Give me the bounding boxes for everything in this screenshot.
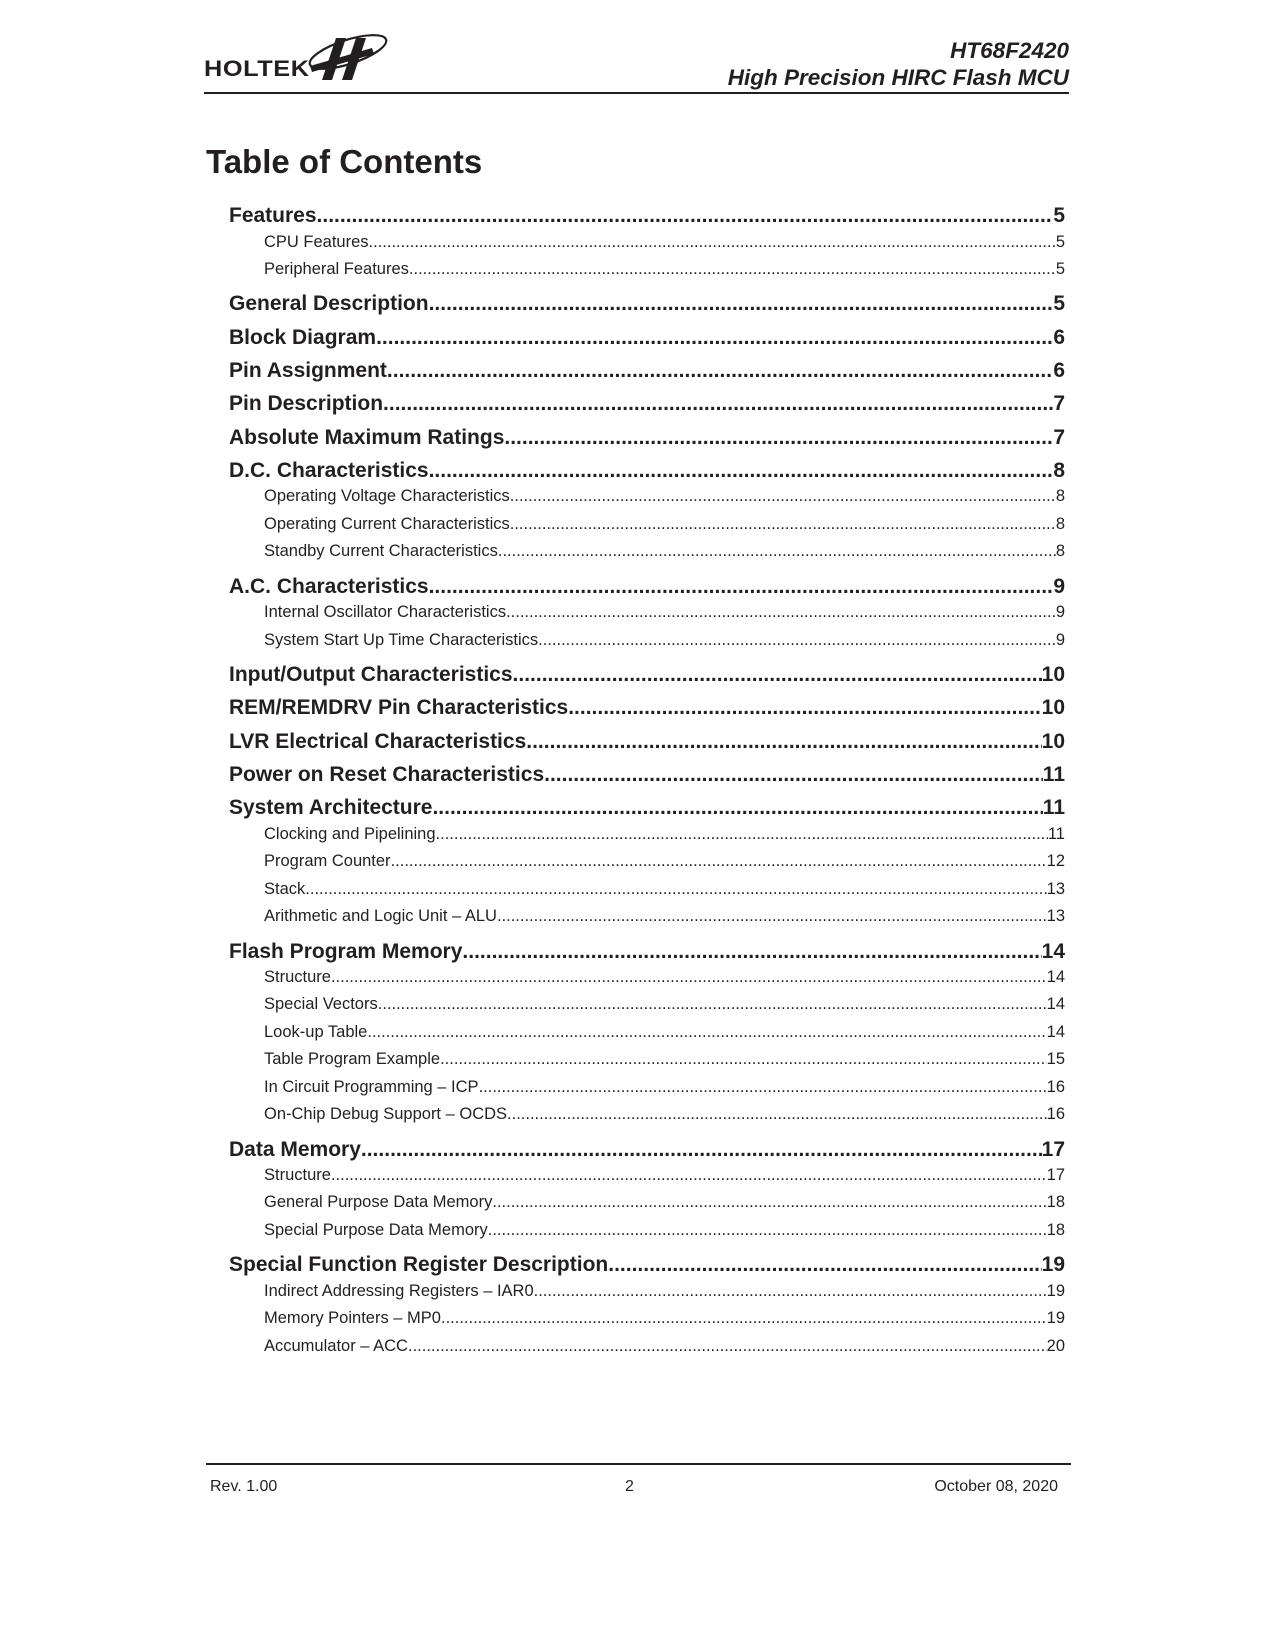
toc-dot-leader	[376, 324, 1053, 352]
toc-entry-page: 8	[1055, 514, 1065, 533]
toc-dot-leader	[507, 1102, 1047, 1126]
document-subtitle: High Precision HIRC Flash MCU	[727, 65, 1069, 90]
toc-entry-label: CPU Features	[264, 232, 369, 251]
toc-section-entry[interactable]	[229, 1251, 1065, 1279]
logo-text: HOLTEK	[204, 56, 310, 81]
toc-entry-page: 11	[1042, 796, 1065, 820]
footer-page-number: 2	[625, 1478, 634, 1495]
toc-entry-label: In Circuit Programming – ICP	[264, 1077, 479, 1096]
toc-dot-leader	[361, 1136, 1042, 1164]
toc-entry-page: 12	[1046, 852, 1065, 871]
toc-section-entry[interactable]	[229, 794, 1065, 822]
toc-subsection-entry[interactable]	[229, 849, 1065, 873]
toc-subsection-entry[interactable]	[229, 1020, 1065, 1044]
toc-entry-label: Peripheral Features	[264, 259, 409, 278]
toc-entry-label: Accumulator – ACC	[264, 1336, 408, 1355]
header-title-block	[728, 37, 1069, 91]
toc-dot-leader	[429, 573, 1054, 601]
toc-dot-leader	[534, 1279, 1047, 1303]
toc-dot-leader	[440, 1047, 1047, 1071]
toc-section-entry[interactable]	[229, 761, 1065, 789]
toc-dot-leader	[544, 761, 1043, 789]
toc-entry-label: Arithmetic and Logic Unit – ALU	[264, 907, 497, 925]
toc-entry-label: Look-up Table	[264, 1022, 368, 1041]
toc-dot-leader	[497, 904, 1047, 928]
toc-entry-page: 5	[1055, 232, 1065, 251]
toc-entry-page: 8	[1055, 487, 1065, 506]
footer-date: October 08, 2020	[934, 1478, 1058, 1495]
toc-entry-page: 18	[1046, 1220, 1065, 1239]
toc-entry-page: 8	[1053, 458, 1065, 482]
toc-entry-page: 5	[1055, 259, 1065, 278]
toc-entry-label: General Purpose Data Memory	[264, 1193, 493, 1212]
toc-subsection-entry[interactable]	[229, 822, 1065, 846]
toc-entry-page: 16	[1046, 1077, 1065, 1096]
toc-entry-label: Structure	[264, 968, 331, 986]
page-title: Table of Contents	[206, 143, 483, 180]
toc-subsection-entry[interactable]	[229, 230, 1065, 254]
toc-subsection-entry[interactable]	[229, 1190, 1065, 1214]
toc-entry-page: 16	[1046, 1105, 1065, 1123]
toc-entry-label: On-Chip Debug Support – OCDS	[264, 1105, 508, 1123]
toc-entry-page: 14	[1046, 1022, 1065, 1041]
toc-dot-leader	[429, 457, 1054, 485]
toc-section-entry[interactable]	[229, 728, 1065, 756]
toc-subsection-entry[interactable]	[229, 1334, 1065, 1358]
toc-entry-page: 6	[1053, 325, 1065, 349]
toc-dot-leader	[429, 290, 1054, 318]
part-number: HT68F2420	[950, 38, 1069, 63]
toc-dot-leader	[441, 1306, 1047, 1330]
toc-entry-page: 14	[1046, 995, 1065, 1014]
toc-subsection-entry[interactable]	[229, 877, 1065, 901]
toc-dot-leader	[506, 600, 1056, 624]
toc-subsection-entry[interactable]	[229, 257, 1065, 281]
toc-entry-label: Table Program Example	[264, 1050, 441, 1069]
toc-section-entry[interactable]	[229, 938, 1065, 966]
toc-subsection-entry[interactable]	[229, 1075, 1065, 1099]
toc-section-entry[interactable]	[229, 202, 1065, 230]
toc-dot-leader	[383, 390, 1053, 418]
toc-subsection-entry[interactable]	[229, 992, 1065, 1016]
toc-entry-page: 19	[1046, 1281, 1065, 1300]
toc-entry-page: 10	[1041, 729, 1065, 753]
toc-entry-label: Pin Description	[229, 392, 384, 416]
toc-dot-leader	[498, 539, 1056, 563]
toc-entry-page: 11	[1047, 824, 1065, 843]
toc-dot-leader	[378, 992, 1047, 1016]
toc-entry-label: Special Function Register Description	[229, 1253, 609, 1277]
toc-entry-page: 13	[1046, 907, 1065, 925]
toc-entry-page: 14	[1046, 968, 1065, 986]
toc-entry-page: 6	[1053, 359, 1065, 382]
toc-dot-leader	[538, 628, 1056, 652]
toc-section-entry[interactable]	[229, 457, 1065, 485]
toc-entry-label: Absolute Maximum Ratings	[229, 425, 505, 449]
toc-entry-page: 15	[1046, 1050, 1065, 1069]
toc-dot-leader	[408, 1334, 1047, 1358]
toc-entry-label: Clocking and Pipelining	[264, 824, 436, 843]
toc-entry-label: Power on Reset Characteristics	[229, 763, 545, 786]
toc-entry-label: Pin Assignment	[229, 359, 387, 382]
toc-dot-leader	[510, 484, 1056, 508]
toc-subsection-entry[interactable]	[229, 1163, 1065, 1187]
toc-subsection-entry[interactable]	[229, 484, 1065, 508]
holtek-logo	[204, 26, 394, 82]
toc-dot-leader	[526, 728, 1041, 756]
toc-entry-page: 8	[1055, 542, 1065, 561]
toc-entry-label: Flash Program Memory	[229, 939, 463, 963]
toc-dot-leader	[391, 849, 1047, 873]
toc-section-entry[interactable]	[229, 661, 1065, 689]
toc-entry-page: 14	[1041, 939, 1065, 963]
toc-entry-label: Block Diagram	[229, 325, 377, 349]
toc-section-entry[interactable]	[229, 324, 1065, 352]
toc-section-entry[interactable]	[229, 424, 1065, 452]
toc-entry-page: 7	[1053, 425, 1065, 449]
footer-divider	[206, 1463, 1071, 1465]
toc-entry-label: REM/REMDRV Pin Characteristics	[229, 696, 569, 720]
toc-section-entry[interactable]	[229, 290, 1065, 318]
toc-entry-label: Features	[229, 204, 317, 227]
toc-dot-leader	[608, 1251, 1041, 1279]
toc-entry-page: 10	[1041, 663, 1065, 687]
toc-subsection-entry[interactable]	[229, 600, 1065, 624]
toc-dot-leader	[367, 1020, 1046, 1044]
toc-section-entry[interactable]	[229, 1136, 1065, 1164]
toc-entry-label: Standby Current Characteristics	[264, 542, 498, 561]
toc-subsection-entry[interactable]	[229, 539, 1065, 563]
header-divider	[204, 92, 1069, 94]
toc-dot-leader	[492, 1190, 1046, 1214]
toc-entry-page: 17	[1041, 1137, 1065, 1161]
toc-entry-page: 9	[1055, 603, 1065, 622]
toc-entry-page: 17	[1046, 1166, 1065, 1184]
toc-section-entry[interactable]	[229, 573, 1065, 601]
toc-entry-label: Indirect Addressing Registers – IAR0	[264, 1281, 534, 1300]
toc-entry-label: Structure	[264, 1166, 331, 1184]
toc-entry-label: Internal Oscillator Characteristics	[264, 603, 507, 622]
toc-entry-label: D.C. Characteristics	[229, 458, 429, 482]
toc-entry-label: Program Counter	[264, 852, 391, 871]
toc-entry-page: 9	[1055, 630, 1065, 649]
toc-section-entry[interactable]	[229, 357, 1065, 385]
toc-entry-page: 13	[1046, 879, 1065, 898]
toc-subsection-entry[interactable]	[229, 1306, 1065, 1330]
toc-entry-label: Memory Pointers – MP0	[264, 1309, 441, 1328]
toc-dot-leader	[479, 1075, 1047, 1099]
toc-entry-label: Special Vectors	[264, 995, 378, 1014]
toc-dot-leader	[513, 661, 1042, 689]
toc-entry-page: 20	[1046, 1336, 1065, 1355]
toc-entry-label: A.C. Characteristics	[229, 574, 429, 598]
toc-entry-label: LVR Electrical Characteristics	[229, 729, 527, 753]
toc-entry-label: Stack	[264, 879, 306, 898]
toc-entry-label: General Description	[229, 292, 429, 316]
toc-subsection-entry[interactable]	[229, 1218, 1065, 1242]
toc-dot-leader	[409, 257, 1056, 281]
toc-entry-label: Operating Current Characteristics	[264, 514, 510, 533]
toc-entry-label: Operating Voltage Characteristics	[264, 487, 510, 506]
toc-subsection-entry[interactable]	[229, 628, 1065, 652]
toc-dot-leader	[504, 424, 1053, 452]
toc-entry-page: 19	[1046, 1309, 1065, 1328]
toc-entry-page: 5	[1053, 292, 1065, 316]
toc-entry-label: Input/Output Characteristics	[229, 663, 513, 687]
holtek-logo-mark-icon	[302, 26, 394, 82]
toc-entry-page: 19	[1041, 1253, 1065, 1277]
toc-dot-leader	[488, 1218, 1047, 1242]
toc-dot-leader	[432, 794, 1042, 822]
toc-subsection-entry[interactable]	[229, 1047, 1065, 1071]
toc-dot-leader	[387, 357, 1053, 385]
toc-entry-label: Special Purpose Data Memory	[264, 1220, 488, 1239]
toc-dot-leader	[331, 965, 1047, 989]
toc-dot-leader	[305, 877, 1046, 901]
toc-subsection-entry[interactable]	[229, 904, 1065, 928]
toc-subsection-entry[interactable]	[229, 1102, 1065, 1126]
toc-entry-page: 5	[1053, 204, 1065, 227]
toc-entry-label: Data Memory	[229, 1137, 361, 1161]
toc-entry-page: 10	[1041, 696, 1065, 720]
toc-subsection-entry[interactable]	[229, 1279, 1065, 1303]
toc-entry-page: 18	[1046, 1193, 1065, 1212]
toc-dot-leader	[568, 694, 1041, 722]
toc-dot-leader	[436, 822, 1048, 846]
toc-dot-leader	[462, 938, 1041, 966]
toc-dot-leader	[369, 230, 1056, 254]
toc-dot-leader	[510, 512, 1056, 536]
toc-section-entry[interactable]	[229, 694, 1065, 722]
toc-subsection-entry[interactable]	[229, 512, 1065, 536]
toc-entry-page: 11	[1042, 763, 1065, 786]
toc-entry-label: System Start Up Time Characteristics	[264, 630, 539, 649]
toc-entry-page: 7	[1053, 392, 1065, 416]
toc-section-entry[interactable]	[229, 390, 1065, 418]
footer-revision: Rev. 1.00	[210, 1478, 278, 1495]
toc-dot-leader	[317, 202, 1054, 230]
toc-dot-leader	[331, 1163, 1047, 1187]
toc-entry-page: 9	[1053, 574, 1065, 598]
toc-subsection-entry[interactable]	[229, 965, 1065, 989]
toc-entry-label: System Architecture	[229, 796, 433, 820]
